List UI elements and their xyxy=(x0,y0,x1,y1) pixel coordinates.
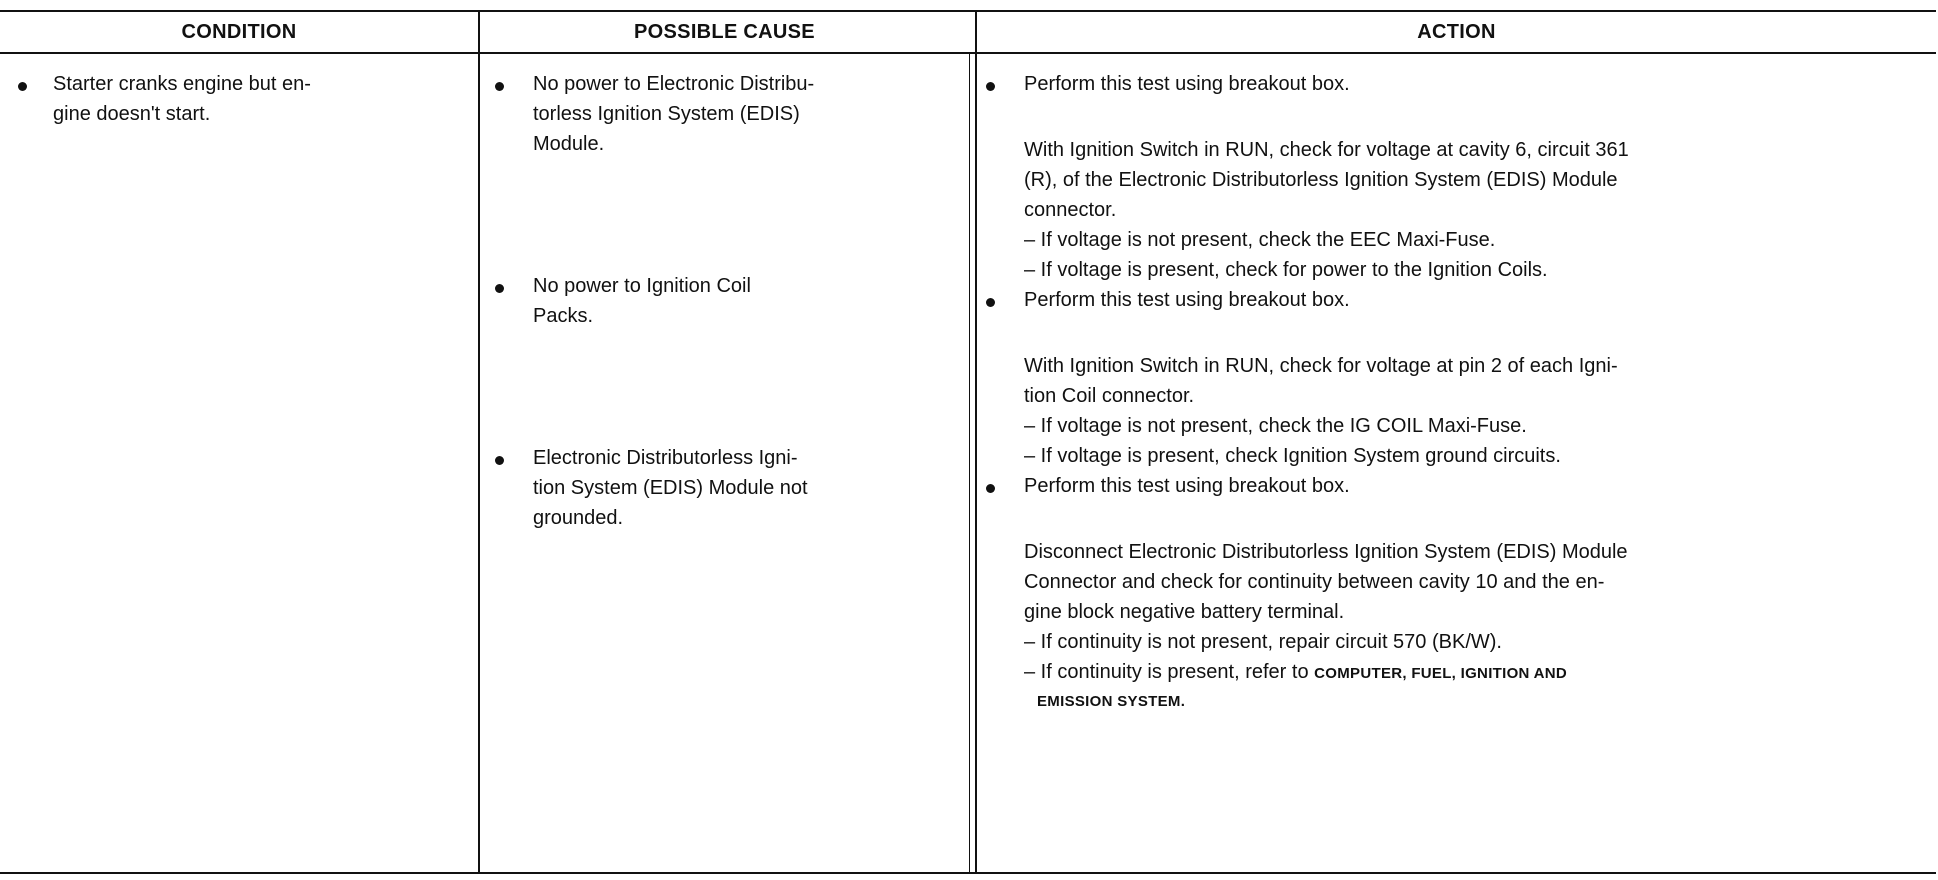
cause-line: torless Ignition System (EDIS) xyxy=(533,103,800,125)
action-line: connector. xyxy=(1024,199,1117,221)
column-divider-2b xyxy=(969,54,970,872)
action-line-text: – If continuity is present, refer to xyxy=(1024,661,1309,683)
bullet-icon xyxy=(986,82,995,91)
cause-line: Packs. xyxy=(533,305,594,327)
action-lead: Perform this test using breakout box. xyxy=(1024,475,1350,497)
reference-section-title-cont: EMISSION SYSTEM. xyxy=(1037,693,1186,710)
cause-line: Module. xyxy=(533,133,605,155)
column-divider-2 xyxy=(975,10,977,874)
header-condition: CONDITION xyxy=(181,21,297,43)
condition-line: Starter cranks engine but en- xyxy=(53,73,311,95)
column-divider-1 xyxy=(478,10,480,874)
cause-line: No power to Ignition Coil xyxy=(533,275,751,297)
action-line: Disconnect Electronic Distributorless Ignition System (EDIS) Module xyxy=(1024,541,1628,563)
reference-section-title: COMPUTER, FUEL, IGNITION AND xyxy=(1314,665,1567,682)
action-line: gine block negative battery terminal. xyxy=(1024,601,1345,623)
cause-line: Electronic Distributorless Igni- xyxy=(533,447,798,469)
bullet-icon xyxy=(495,284,504,293)
action-line: With Ignition Switch in RUN, check for voltage at pin 2 of each Igni- xyxy=(1024,355,1618,377)
cause-line: grounded. xyxy=(533,507,624,529)
action-lead: Perform this test using breakout box. xyxy=(1024,73,1350,95)
action-line: – If continuity is not present, repair circuit 570 (BK/W). xyxy=(1024,631,1502,653)
bullet-icon xyxy=(495,456,504,465)
bullet-icon xyxy=(18,82,27,91)
bullet-icon xyxy=(986,298,995,307)
cause-line: tion System (EDIS) Module not xyxy=(533,477,808,499)
action-line: – If voltage is not present, check the IG COIL Maxi-Fuse. xyxy=(1024,415,1527,437)
action-line xyxy=(1024,658,1567,688)
action-line: – If voltage is present, check Ignition System ground circuits. xyxy=(1024,445,1561,467)
bullet-icon xyxy=(495,82,504,91)
action-lead: Perform this test using breakout box. xyxy=(1024,289,1350,311)
action-line: – If voltage is present, check for power to the Ignition Coils. xyxy=(1024,259,1548,281)
action-line: With Ignition Switch in RUN, check for voltage at cavity 6, circuit 361 xyxy=(1024,139,1629,161)
header-action: ACTION xyxy=(1417,21,1496,43)
header-possible-cause: POSSIBLE CAUSE xyxy=(634,21,815,43)
table-bottom-border xyxy=(0,872,1936,874)
bullet-icon xyxy=(986,484,995,493)
action-line: (R), of the Electronic Distributorless Ignition System (EDIS) Module xyxy=(1024,169,1618,191)
action-line: tion Coil connector. xyxy=(1024,385,1195,407)
cause-line: No power to Electronic Distribu- xyxy=(533,73,815,95)
condition-line: gine doesn't start. xyxy=(53,103,211,125)
action-line: Connector and check for continuity between cavity 10 and the en- xyxy=(1024,571,1605,593)
action-line: – If voltage is not present, check the EEC Maxi-Fuse. xyxy=(1024,229,1496,251)
